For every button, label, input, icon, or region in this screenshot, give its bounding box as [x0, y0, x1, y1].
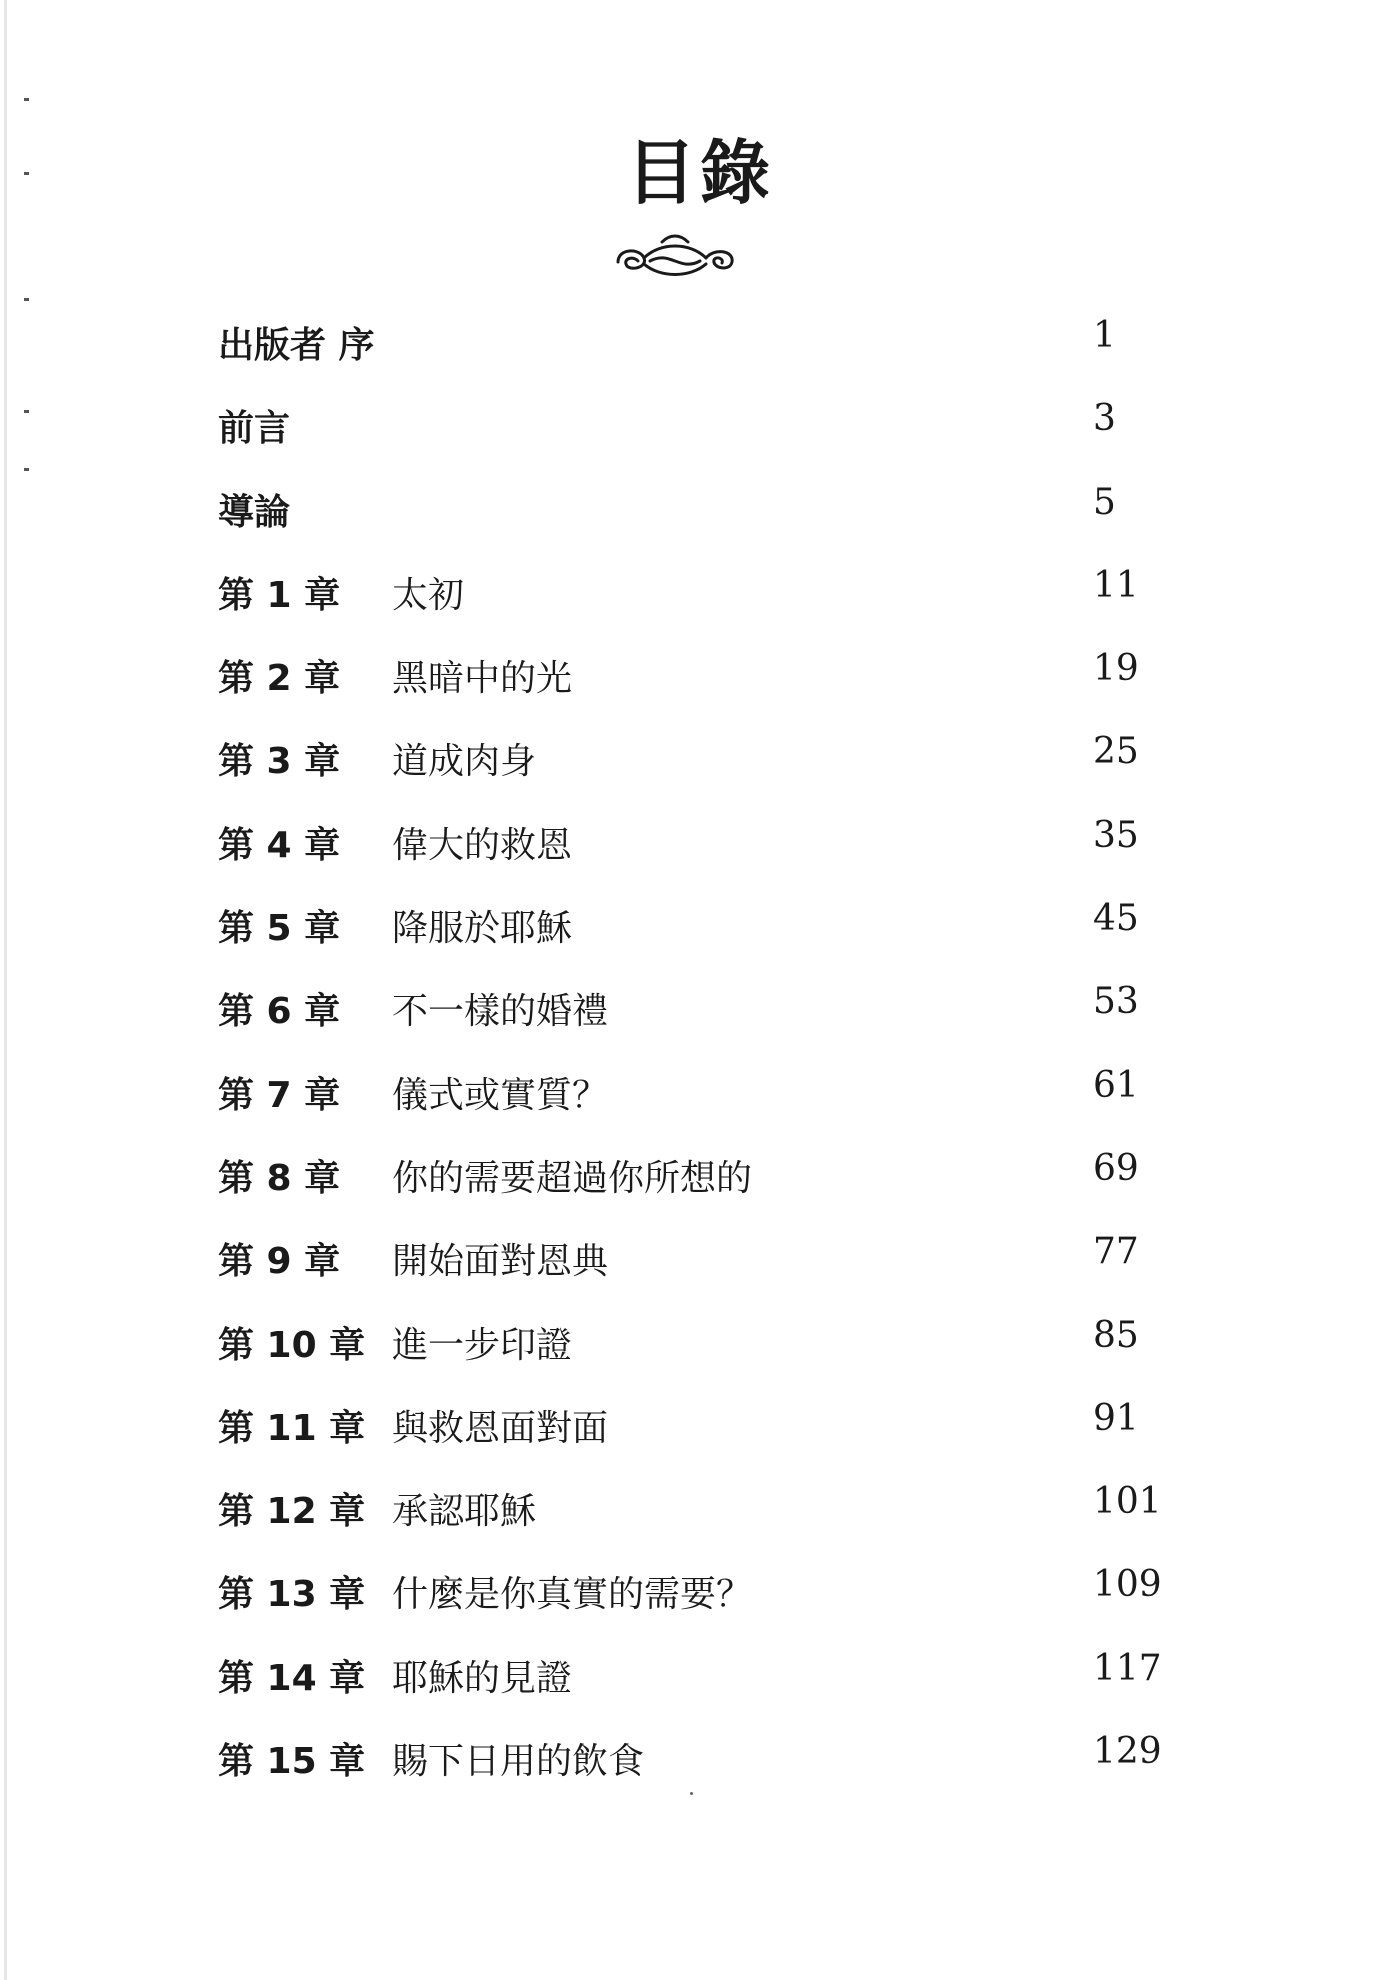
toc-entry-page-number: 45 [1093, 898, 1139, 940]
toc-entry-label: 第 5 章 [218, 908, 341, 950]
toc-entry [218, 1388, 1218, 1471]
toc-entry-label: 第 3 章 [218, 741, 341, 783]
toc-entry [218, 888, 1218, 971]
toc-entry-label: 第 1 章 [218, 574, 341, 616]
toc-entry-label: 出版者 序 [218, 325, 375, 366]
toc-entry-title: 與救恩面對面 [392, 1407, 609, 1449]
toc-entry [218, 1638, 1218, 1721]
toc-entry-page-number: 129 [1093, 1731, 1162, 1773]
toc-entry-label: 第 8 章 [218, 1157, 341, 1199]
edge-mark [24, 98, 29, 101]
toc-entry-title: 降服於耶穌 [392, 908, 573, 950]
toc-entry [218, 305, 1218, 388]
toc-entry-page-number: 85 [1093, 1314, 1139, 1356]
toc-entry [218, 1305, 1218, 1388]
page-edge-shadow [4, 0, 7, 1980]
toc-entry-page-number: 5 [1093, 481, 1116, 523]
toc-entry [218, 1221, 1218, 1304]
toc-entry-page-number: 1 [1093, 315, 1116, 356]
toc-entry-title: 道成肉身 [392, 741, 537, 783]
page-title: 目錄 [626, 132, 774, 214]
toc-entry-label: 第 15 章 [218, 1741, 366, 1783]
toc-entry-title: 太初 [392, 574, 465, 616]
toc-entry-title: 進一步印證 [392, 1324, 573, 1366]
toc-entry-page-number: 35 [1093, 814, 1139, 856]
toc-entry-page-number: 101 [1093, 1481, 1162, 1523]
toc-entry [218, 1471, 1218, 1554]
toc-entry [218, 638, 1218, 721]
toc-entry-title: 耶穌的見證 [392, 1657, 573, 1699]
toc-entry-page-number: 91 [1093, 1397, 1139, 1439]
toc-entry-page-number: 109 [1093, 1564, 1162, 1606]
edge-mark [24, 298, 29, 301]
toc-entry [218, 1721, 1218, 1804]
toc-entry-title: 賜下日用的飲食 [392, 1741, 645, 1783]
toc-entry-label: 第 12 章 [218, 1491, 366, 1533]
toc-entry-page-number: 11 [1093, 564, 1139, 606]
toc-entry-label: 第 11 章 [218, 1407, 366, 1449]
toc-entry-page-number: 61 [1093, 1064, 1139, 1106]
toc-entry-title: 開始面對恩典 [392, 1241, 609, 1283]
flourish-ornament-icon [610, 228, 740, 288]
toc-entry-page-number: 77 [1093, 1231, 1139, 1273]
toc-entry-label: 第 14 章 [218, 1657, 366, 1699]
toc-entry [218, 1554, 1218, 1637]
toc-entry-title: 偉大的救恩 [392, 824, 573, 866]
toc-entry-label: 第 13 章 [218, 1574, 366, 1616]
toc-entry-page-number: 117 [1093, 1647, 1162, 1689]
toc-entry-title: 你的需要超過你所想的 [392, 1157, 753, 1199]
toc-entry-title: 黑暗中的光 [392, 658, 573, 700]
toc-entry-title: 儀式或實質？ [392, 1074, 609, 1116]
toc-entry [218, 388, 1218, 471]
toc-entry [218, 555, 1218, 638]
toc-entry-label: 前言 [218, 408, 291, 450]
edge-mark [24, 410, 29, 413]
toc-entry [218, 1138, 1218, 1221]
edge-mark [24, 468, 29, 471]
toc-entry-label: 第 6 章 [218, 991, 341, 1033]
toc-entry-page-number: 3 [1093, 398, 1116, 440]
toc-entry-page-number: 19 [1093, 648, 1139, 690]
toc-entry-page-number: 53 [1093, 981, 1139, 1023]
toc-entry-label: 導論 [218, 491, 291, 533]
toc-entry [218, 472, 1218, 555]
toc-entry-label: 第 10 章 [218, 1324, 366, 1366]
paper-speck [690, 1792, 693, 1795]
toc-entry-label: 第 2 章 [218, 658, 341, 700]
toc-entry-page-number: 25 [1093, 731, 1139, 773]
toc-entry [218, 971, 1218, 1054]
toc-entry-title: 承認耶穌 [392, 1491, 537, 1533]
toc-entry-label: 第 7 章 [218, 1074, 341, 1116]
toc-entry-title: 不一樣的婚禮 [392, 991, 609, 1033]
toc-entry [218, 1055, 1218, 1138]
table-of-contents [218, 305, 1218, 1804]
toc-entry [218, 805, 1218, 888]
toc-entry-label: 第 9 章 [218, 1241, 341, 1283]
toc-entry [218, 721, 1218, 804]
toc-entry-label: 第 4 章 [218, 824, 341, 866]
toc-entry-title: 什麼是你真實的需要？ [392, 1574, 753, 1616]
toc-entry-page-number: 69 [1093, 1147, 1139, 1189]
